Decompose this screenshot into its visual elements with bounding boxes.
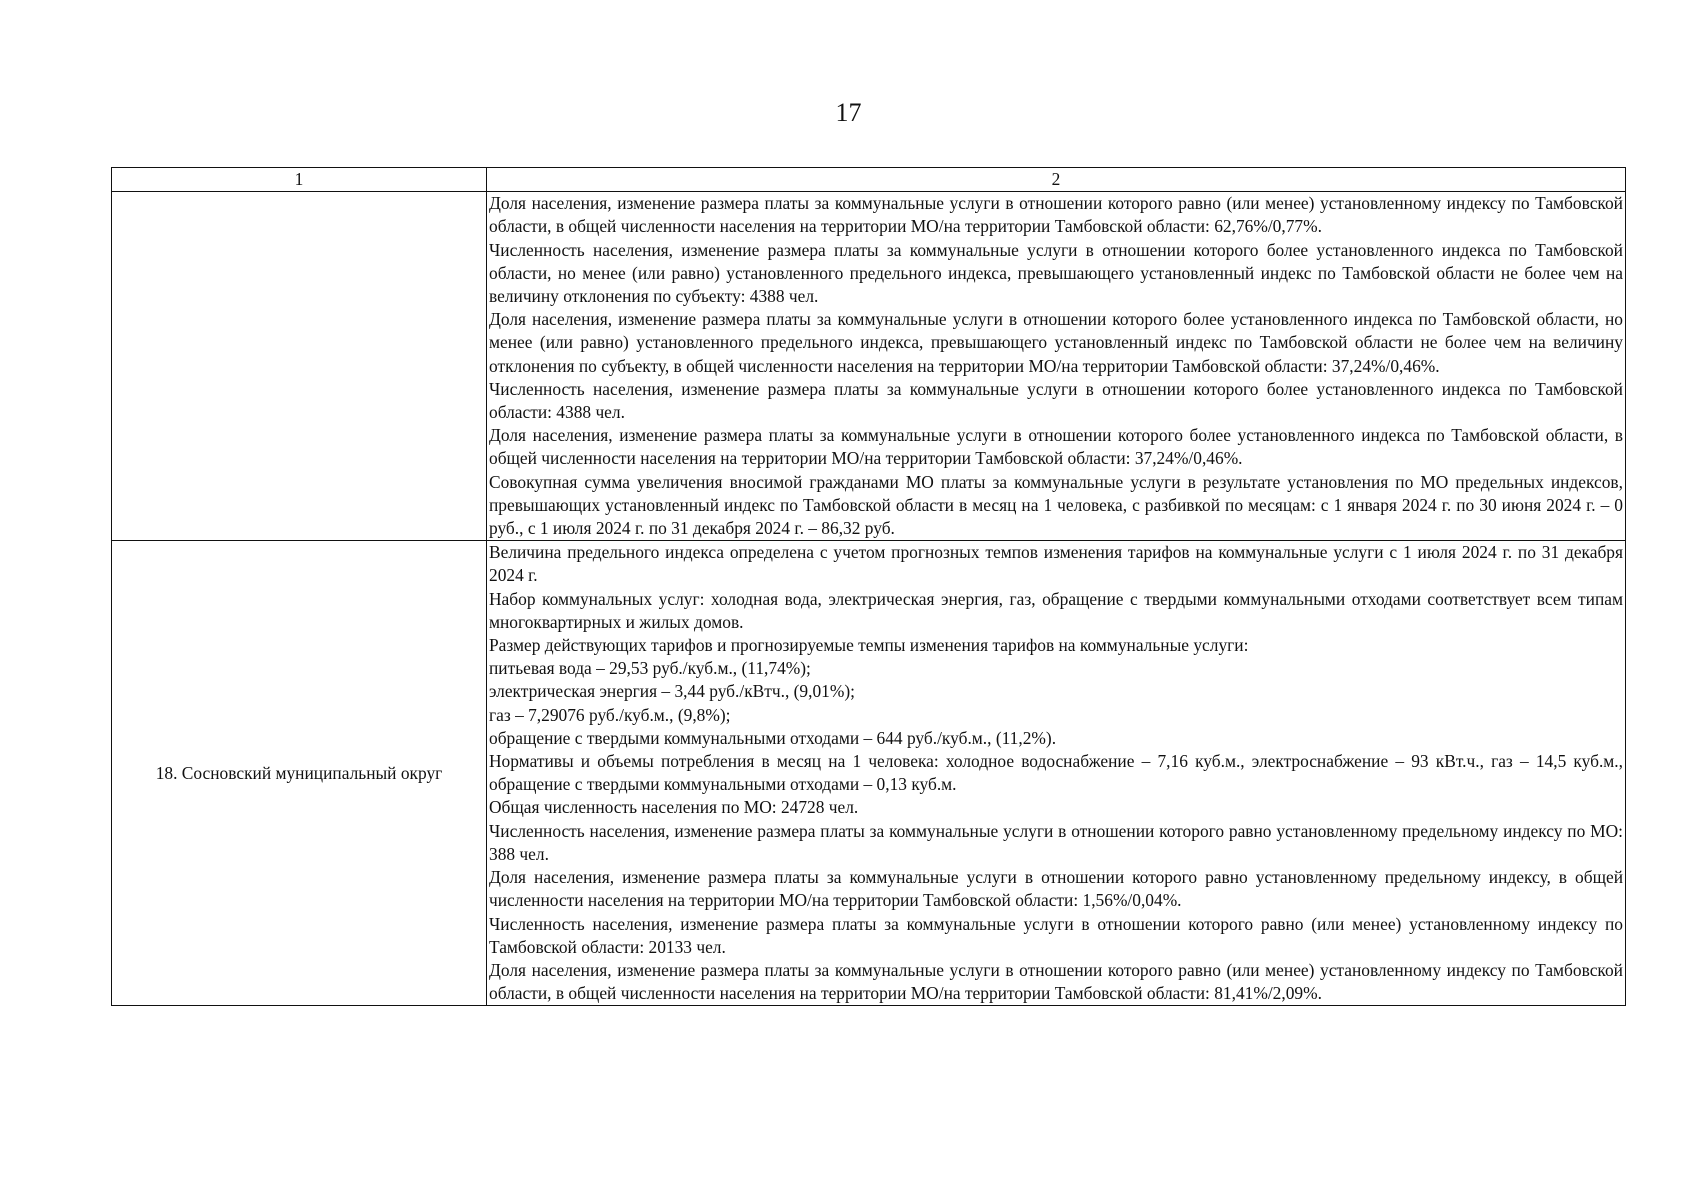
paragraph: Доля населения, изменение размера платы за коммунальные услуги в отношении которого равно (или менее) установленному индексу по Тамбовской области, в общей численности населения на территории МО/на территории Тамбовской области: 81,41%/2,09%.	[489, 959, 1623, 1004]
paragraph: Доля населения, изменение размера платы за коммунальные услуги в отношении которого равно (или менее) установленному индексу по Тамбовской области, в общей численности населения на территории МО/на территории Тамбовской области: 62,76%/0,77%.	[489, 193, 1623, 237]
paragraph: Доля населения, изменение размера платы за коммунальные услуги в отношении которого более установленного индекса по Тамбовской области, в общей численности населения на территории МО/на территории Тамбовской области: 37,24%/0,46%.	[489, 425, 1623, 469]
column-header-1: 1	[112, 168, 487, 192]
municipality-cell: 18. Сосновский муниципальный округ	[112, 541, 487, 1006]
page-number: 17	[835, 98, 862, 127]
paragraph: Нормативы и объемы потребления в месяц на 1 человека: холодное водоснабжение – 7,16 куб.м., электроснабжение – 93 кВт.ч., газ – 14,5 куб.м., обращение с твердыми коммунальными отходами – 0,13 куб.м.	[489, 751, 1623, 795]
details-cell	[487, 541, 1626, 1006]
paragraph: Численность населения, изменение размера платы за коммунальные услуги в отношении которого равно (или менее) установленному индексу по Тамбовской области: 20133 чел.	[489, 913, 1623, 957]
paragraph: газ – 7,29076 руб./куб.м., (9,8%);	[489, 704, 731, 725]
paragraph: Величина предельного индекса определена с учетом прогнозных темпов изменения тарифов на коммунальные услуги с 1 июля 2024 г. по 31 декабря 2024 г.	[489, 542, 1623, 586]
document-table	[111, 167, 1626, 1006]
paragraph: электрическая энергия – 3,44 руб./кВтч., (9,01%);	[489, 681, 855, 702]
column-header-2: 2	[487, 168, 1626, 192]
details-cell	[487, 192, 1626, 541]
paragraph: питьевая вода – 29,53 руб./куб.м., (11,74%);	[489, 658, 811, 679]
paragraph: Набор коммунальных услуг: холодная вода, электрическая энергия, газ, обращение с твердыми коммунальными отходами соответствует всем типам многоквартирных и жилых домов.	[489, 588, 1623, 632]
paragraph: Численность населения, изменение размера платы за коммунальные услуги в отношении которого равно установленному предельному индексу по МО: 388 чел.	[489, 820, 1623, 864]
paragraph: Численность населения, изменение размера платы за коммунальные услуги в отношении которого более установленного индекса по Тамбовской области, но менее (или равно) установленного предельного индекса, превышающего установленный индекс по Тамбовской области не более чем на величину отклонения по субъекту: 4388 чел.	[489, 239, 1623, 307]
table-row	[112, 192, 1626, 541]
paragraph: Общая численность населения по МО: 24728 чел.	[489, 797, 859, 818]
paragraph: Доля населения, изменение размера платы за коммунальные услуги в отношении которого более установленного индекса по Тамбовской области, но менее (или равно) установленного предельного индекса, превышающего установленный индекс по Тамбовской области не более чем на величину отклонения по субъекту, в общей численности населения на территории МО/на территории Тамбовской области: 37,24%/0,46%.	[489, 309, 1623, 376]
paragraph: Доля населения, изменение размера платы за коммунальные услуги в отношении которого равно установленному предельному индексу, в общей численности населения на территории МО/на территории Тамбовской области: 1,56%/0,04%.	[489, 867, 1623, 911]
table-header-row	[112, 168, 1626, 192]
paragraph: Размер действующих тарифов и прогнозируемые темпы изменения тарифов на коммунальные услуги:	[489, 635, 1249, 656]
table-row	[112, 541, 1626, 1006]
paragraph: Совокупная сумма увеличения вносимой гражданами МО платы за коммунальные услуги в результате установления по МО предельных индексов, превышающих установленный индекс по Тамбовской области в месяц на 1 человека, с разбивкой по месяцам: с 1 января 2024 г. по 30 июня 2024 г. – 0 руб., с 1 июля 2024 г. по 31 декабря 2024 г. – 86,32 руб.	[489, 471, 1623, 539]
municipality-cell	[112, 192, 487, 541]
paragraph: обращение с твердыми коммунальными отходами – 644 руб./куб.м., (11,2%).	[489, 727, 1057, 748]
paragraph: Численность населения, изменение размера платы за коммунальные услуги в отношении которого более установленного индекса по Тамбовской области: 4388 чел.	[489, 378, 1623, 423]
